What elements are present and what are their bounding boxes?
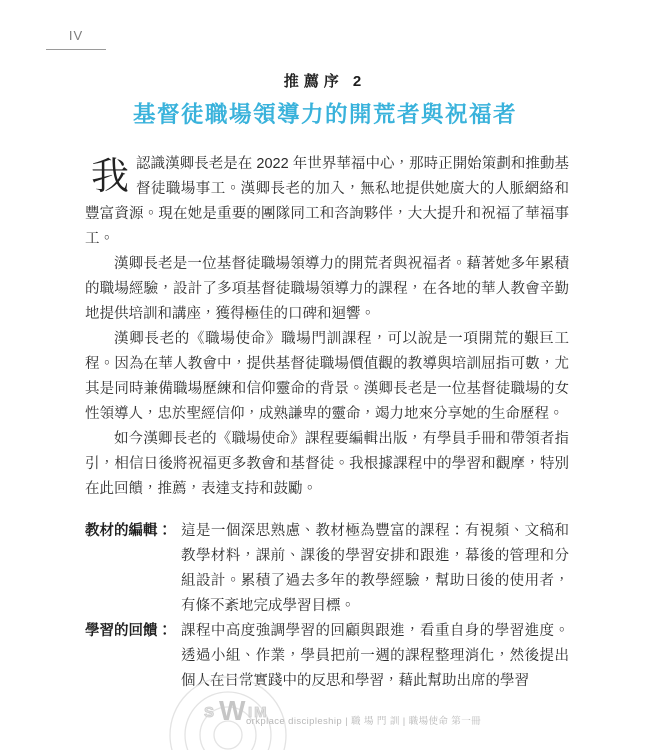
section-desc: 這是一個深思熟慮、教材極為豐富的課程：有視頻、文稿和教學材料，課前、課後的學習安排和跟進，幕後的管理和分組設計。累積了過去多年的教學經驗，幫助日後的使用者，有條不紊地完成學習目標。	[181, 523, 569, 614]
page-number: IV	[46, 28, 106, 50]
footer-tagline: orkplace discipleship | 職 場 門 訓 | 職場使命 第一冊	[246, 716, 482, 727]
section-desc: 課程中高度強調學習的回顧與跟進，看重自身的學習進度。透過小組、作業，學員把前一週的課程整理消化，然後提出個人在日常實踐中的反思和學習，藉此幫助出席的學習	[181, 623, 569, 689]
dropcap-character: 我	[91, 156, 130, 198]
page-title: 基督徒職場領導力的開荒者與祝福者	[132, 102, 517, 127]
section-term: 教材的編輯：	[85, 523, 172, 539]
logo-letters-im: IM	[248, 704, 269, 721]
paragraph-3: 漢卿長老的《職場使命》職場門訓課程，可以說是一項開荒的艱巨工程。因為在華人教會中，提供基督徒職場價值觀的教導與培訓屈指可數，尤其是同時兼備職場歷練和信仰靈命的背景。漢卿長老是一位基督徒職場的女性領導人，忠於聖經信仰，成熟謙卑的靈命，竭力地來分享她的生命歷程。	[85, 331, 569, 422]
logo-letter-w: W	[219, 695, 246, 726]
section-item-editing	[85, 519, 569, 619]
logo-letter-s: S	[204, 704, 216, 721]
concentric-circles-watermark-icon	[152, 655, 312, 750]
paragraph-1-text: 認識漢卿長老是在 2022 年世界華福中心，那時正開始策劃和推動基督徒職場事工。漢卿長老的加入，無私地提供她廣大的人脈網絡和豐富資源。現在她是重要的團隊同工和咨詢夥伴，大大提升和祝福了華福事工。	[85, 156, 569, 247]
paragraph-1	[85, 152, 569, 252]
paragraph-4: 如今漢卿長老的《職場使命》課程要編輯出版，有學員手冊和帶領者指引，相信日後將祝福更多教會和基督徒。我根據課程中的學習和觀摩，特別在此回饋，推薦，表達支持和鼓勵。	[85, 431, 569, 497]
paragraph-2: 漢卿長老是一位基督徒職場領導力的開荒者與祝福者。藉著她多年累積的職場經驗，設計了多項基督徒職場領導力的課程，在各地的華人教會辛勤地提供培訓和講座，獲得極佳的口碑和迴響。	[85, 256, 569, 322]
section-kicker: 推薦序 2	[283, 73, 367, 90]
section-term: 學習的回饋：	[85, 623, 172, 639]
body-text-column	[85, 152, 569, 694]
